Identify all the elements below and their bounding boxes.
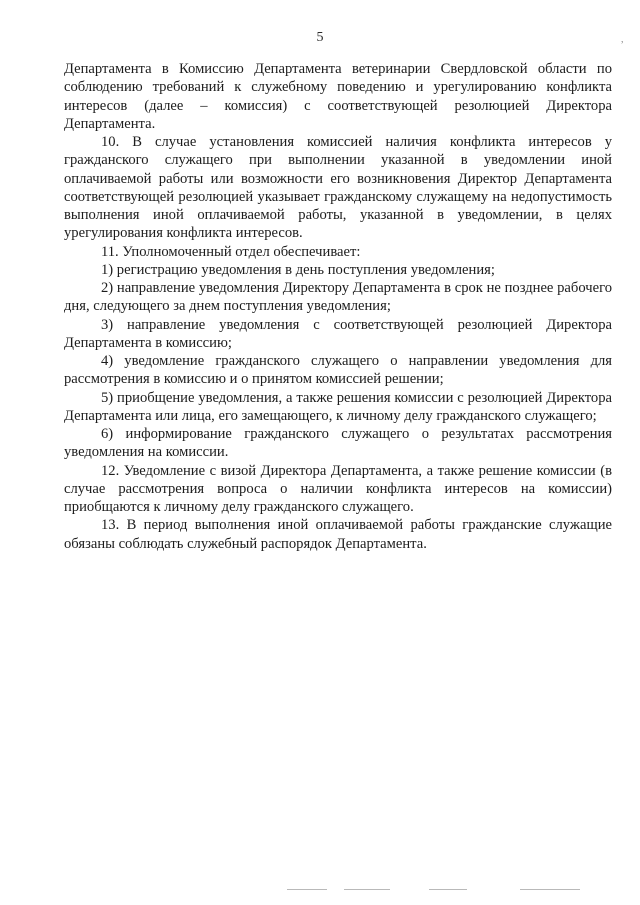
page-number: 5	[316, 30, 324, 45]
paragraph-clause-10: 10. В случае установления комиссией наличия конфликта интересов у гражданского служащего при выполнении указанной в уведомлении иной оплачиваемой работы или возможности его возникновения Директор Департамента соответствующей резолюцией указывает гражданскому служащему на недопустимость выполнения иной оплачиваемой работы, указанной в уведомлении, в целях урегулирования конфликта интересов.	[64, 134, 612, 242]
scan-footer-mark	[287, 889, 327, 890]
paragraph-clause-12: 12. Уведомление с визой Директора Департамента, а также решение комиссии (в случае рассмотрения вопроса о наличии конфликта интересов на комиссии) приобщаются к личному делу гражданского служащего.	[64, 462, 612, 515]
list-item-2: 2) направление уведомления Директору Департамента в срок не позднее рабочего дня, следующего за днем поступления уведомления;	[64, 280, 612, 315]
list-item-6: 6) информирование гражданского служащего о результатах рассмотрения уведомления на комиссии.	[64, 426, 612, 461]
list-item-5: 5) приобщение уведомления, а также решения комиссии с резолюцией Директора Департамента или лица, его замещающего, к личному делу гражданского служащего;	[64, 389, 612, 424]
list-item-3: 3) направление уведомления с соответствующей резолюцией Директора Департамента в комиссию;	[64, 316, 612, 351]
scan-footer-marks	[0, 889, 640, 893]
scan-footer-mark	[429, 889, 467, 890]
scan-footer-mark	[520, 889, 580, 890]
list-item-1: 1) регистрацию уведомления в день поступления уведомления;	[101, 261, 495, 278]
paragraph-clause-11: 11. Уполномоченный отдел обеспечивает:	[101, 243, 361, 260]
list-item-4: 4) уведомление гражданского служащего о направлении уведомления для рассмотрения в комиссию и о принятом комиссией решении;	[64, 353, 612, 388]
document-body	[64, 60, 612, 553]
scan-footer-mark	[344, 889, 390, 890]
paragraph-continuation: Департамента в Комиссию Департамента ветеринарии Свердловской области по соблюдению требований к служебному поведению и урегулированию конфликта интересов (далее – комиссия) с соответствующей резолюцией Директора Департамента.	[64, 61, 612, 132]
scan-mark: ,	[621, 34, 624, 45]
paragraph-clause-13: 13. В период выполнения иной оплачиваемой работы гражданские служащие обязаны соблюдать служебный распорядок Департамента.	[64, 517, 612, 552]
